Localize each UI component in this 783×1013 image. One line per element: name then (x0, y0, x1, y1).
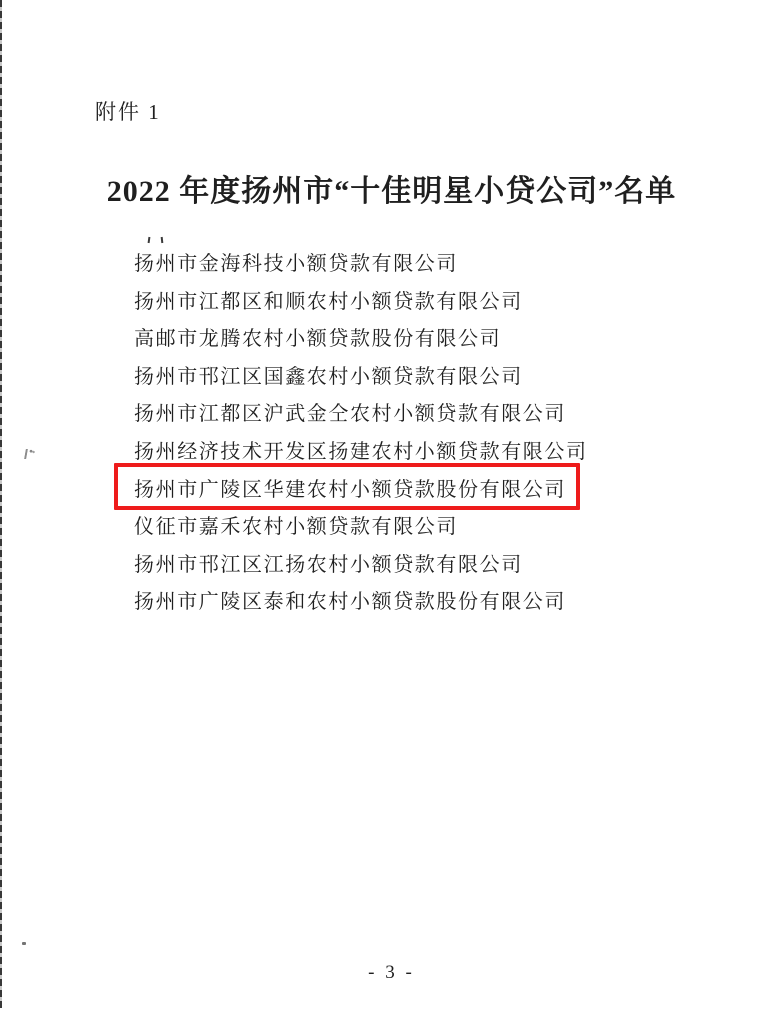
list-item (134, 356, 694, 394)
list-item (134, 243, 694, 281)
company-name: 扬州经济技术开发区扬建农村小额贷款有限公司 (134, 441, 588, 463)
company-name: 扬州市金海科技小额贷款有限公司 (134, 253, 458, 276)
scan-speck-artifact (22, 942, 26, 945)
document-title: 2022 年度扬州市“十佳明星小贷公司”名单 (106, 175, 677, 208)
company-name: 仪征市嘉禾农村小额贷款有限公司 (134, 516, 458, 539)
company-name: 扬州市广陵区华建农村小额贷款股份有限公司 (134, 478, 566, 501)
scan-smudge-artifact (17, 449, 35, 459)
company-name: 扬州市邗江区江扬农村小额贷款有限公司 (134, 553, 523, 576)
scan-edge-artifact (0, 0, 2, 1008)
attachment-label: 附件 1 (95, 100, 161, 124)
list-item (134, 431, 694, 469)
list-item (134, 581, 694, 619)
list-item (134, 506, 694, 544)
company-list (134, 243, 694, 618)
company-name: 扬州市江都区沪武金仝农村小额贷款有限公司 (134, 403, 566, 426)
list-item (134, 543, 694, 581)
list-item (134, 318, 694, 356)
company-name: 扬州市广陵区泰和农村小额贷款股份有限公司 (134, 591, 566, 614)
company-name: 扬州市江都区和顺农村小额贷款有限公司 (134, 290, 523, 313)
list-item (134, 393, 694, 431)
list-item-highlighted (134, 468, 694, 506)
company-name: 扬州市邗江区国鑫农村小额贷款有限公司 (134, 365, 523, 388)
company-name: 高邮市龙腾农村小额贷款股份有限公司 (134, 328, 502, 351)
list-item (134, 281, 694, 319)
page-number: - 3 - (368, 962, 415, 983)
